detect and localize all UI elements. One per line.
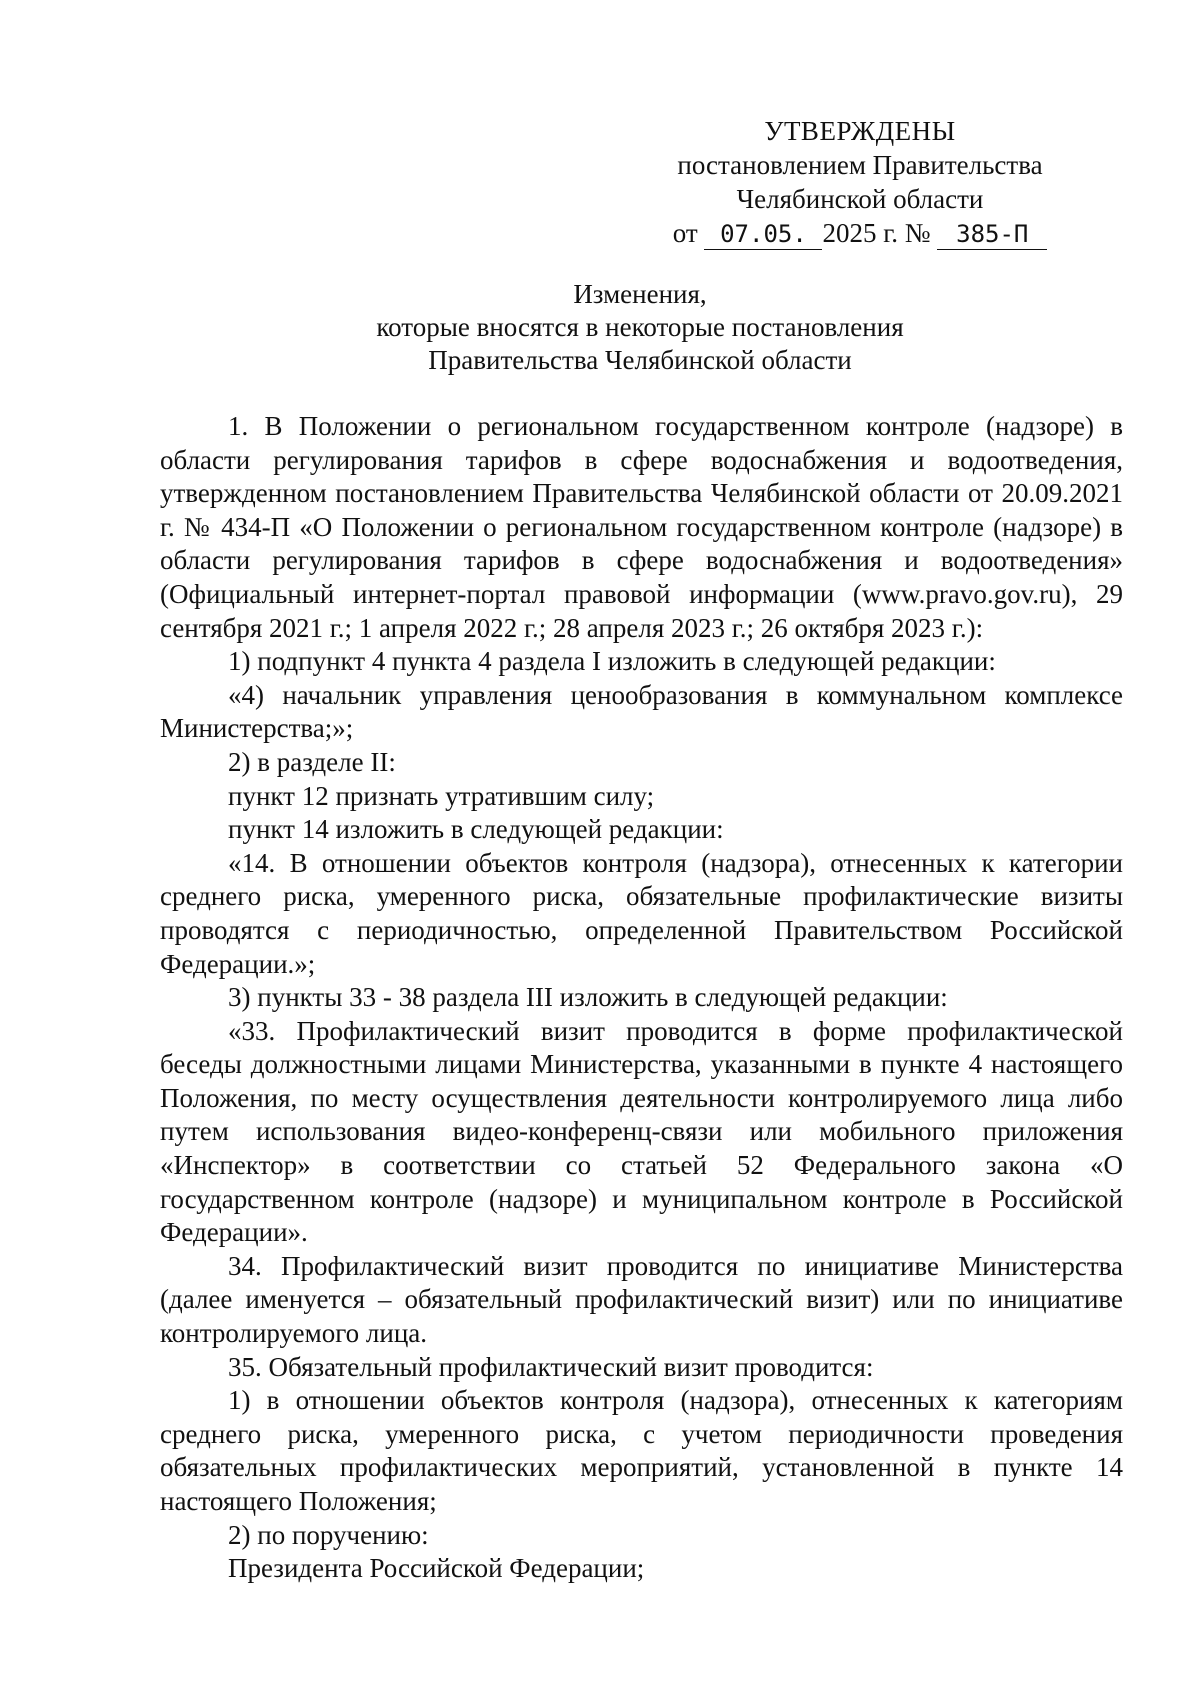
paragraph-5: пункт 12 признать утратившим силу; bbox=[228, 780, 655, 811]
approval-line-2: Челябинской области bbox=[736, 184, 984, 214]
paragraph-1: 1. В Положении о региональном государственном контроле (надзоре) в области регулирования тарифов в сфере водоснабжения и водоотведения, утвержденном постановлением Правительства Челябинской области от 20.09.2021 г. № 434-П «О Положении о региональном государственном контроле (надзоре) в области регулирования тарифов в сфере водоснабжения и водоотведения» (Официальный интернет-портал правовой информации (www.pravo.gov.ru), 29 сентября 2021 г.; 1 апреля 2022 г.; 28 апреля 2023 г.; 26 октября 2023 г.): bbox=[160, 411, 1123, 643]
approval-prefix: от bbox=[672, 218, 698, 248]
paragraph-12: 1) в отношении объектов контроля (надзора), отнесенных к категориям среднего риска, умеренного риска, с учетом периодичности проведения обязательных профилактических мероприятий, установленной в пункте 14 настоящего Положения; bbox=[160, 1385, 1123, 1516]
paragraph-7: «14. В отношении объектов контроля (надзора), отнесенных к категории среднего риска, умеренного риска, обязательные профилактические визиты проводятся с периодичностью, определенной Правительством Российской Федерации.»; bbox=[160, 847, 1123, 979]
approval-date: 07.05. bbox=[704, 219, 822, 250]
paragraph-8: 3) пункты 33 - 38 раздела III изложить в следующей редакции: bbox=[228, 982, 948, 1013]
approval-number: 385-П bbox=[937, 219, 1047, 250]
title-line-1: Изменения, bbox=[573, 279, 707, 309]
paragraph-9: «33. Профилактический визит проводится в форме профилактической беседы должностными лицами Министерства, указанными в пункте 4 настоящего Положения, по месту осуществления деятельности контролируемого лица либо путем использования видео-конференц-связи или мобильного приложения «Инспектор» в соответствии со статьей 52 Федерального закона «О государственном контроле (надзоре) и муниципальном контроле в Российской Федерации». bbox=[160, 1015, 1123, 1248]
approval-stamp-block bbox=[650, 114, 1070, 250]
document-body bbox=[160, 410, 1123, 1586]
paragraph-2: 1) подпункт 4 пункта 4 раздела I изложить в следующей редакции: bbox=[228, 646, 996, 677]
paragraph-14: Президента Российской Федерации; bbox=[228, 1553, 645, 1584]
paragraph-6: пункт 14 изложить в следующей редакции: bbox=[228, 814, 724, 845]
paragraph-3: «4) начальник управления ценообразования в коммунальном комплексе Министерства;»; bbox=[160, 679, 1123, 744]
approval-date-line bbox=[650, 216, 1070, 250]
approval-year: 2025 г. № bbox=[822, 218, 931, 248]
paragraph-10: 34. Профилактический визит проводится по инициативе Министерства (далее именуется – обязательный профилактический визит) или по инициативе контролируемого лица. bbox=[160, 1250, 1123, 1349]
title-line-2: которые вносятся в некоторые постановления bbox=[376, 312, 904, 342]
paragraph-4: 2) в разделе II: bbox=[228, 746, 396, 777]
paragraph-13: 2) по поручению: bbox=[228, 1519, 429, 1550]
paragraph-11: 35. Обязательный профилактический визит проводится: bbox=[228, 1351, 874, 1382]
document-title bbox=[160, 278, 1120, 377]
approval-line-1: постановлением Правительства bbox=[677, 150, 1043, 180]
approval-heading: УТВЕРЖДЕНЫ bbox=[764, 116, 956, 146]
title-line-3: Правительства Челябинской области bbox=[428, 345, 852, 375]
